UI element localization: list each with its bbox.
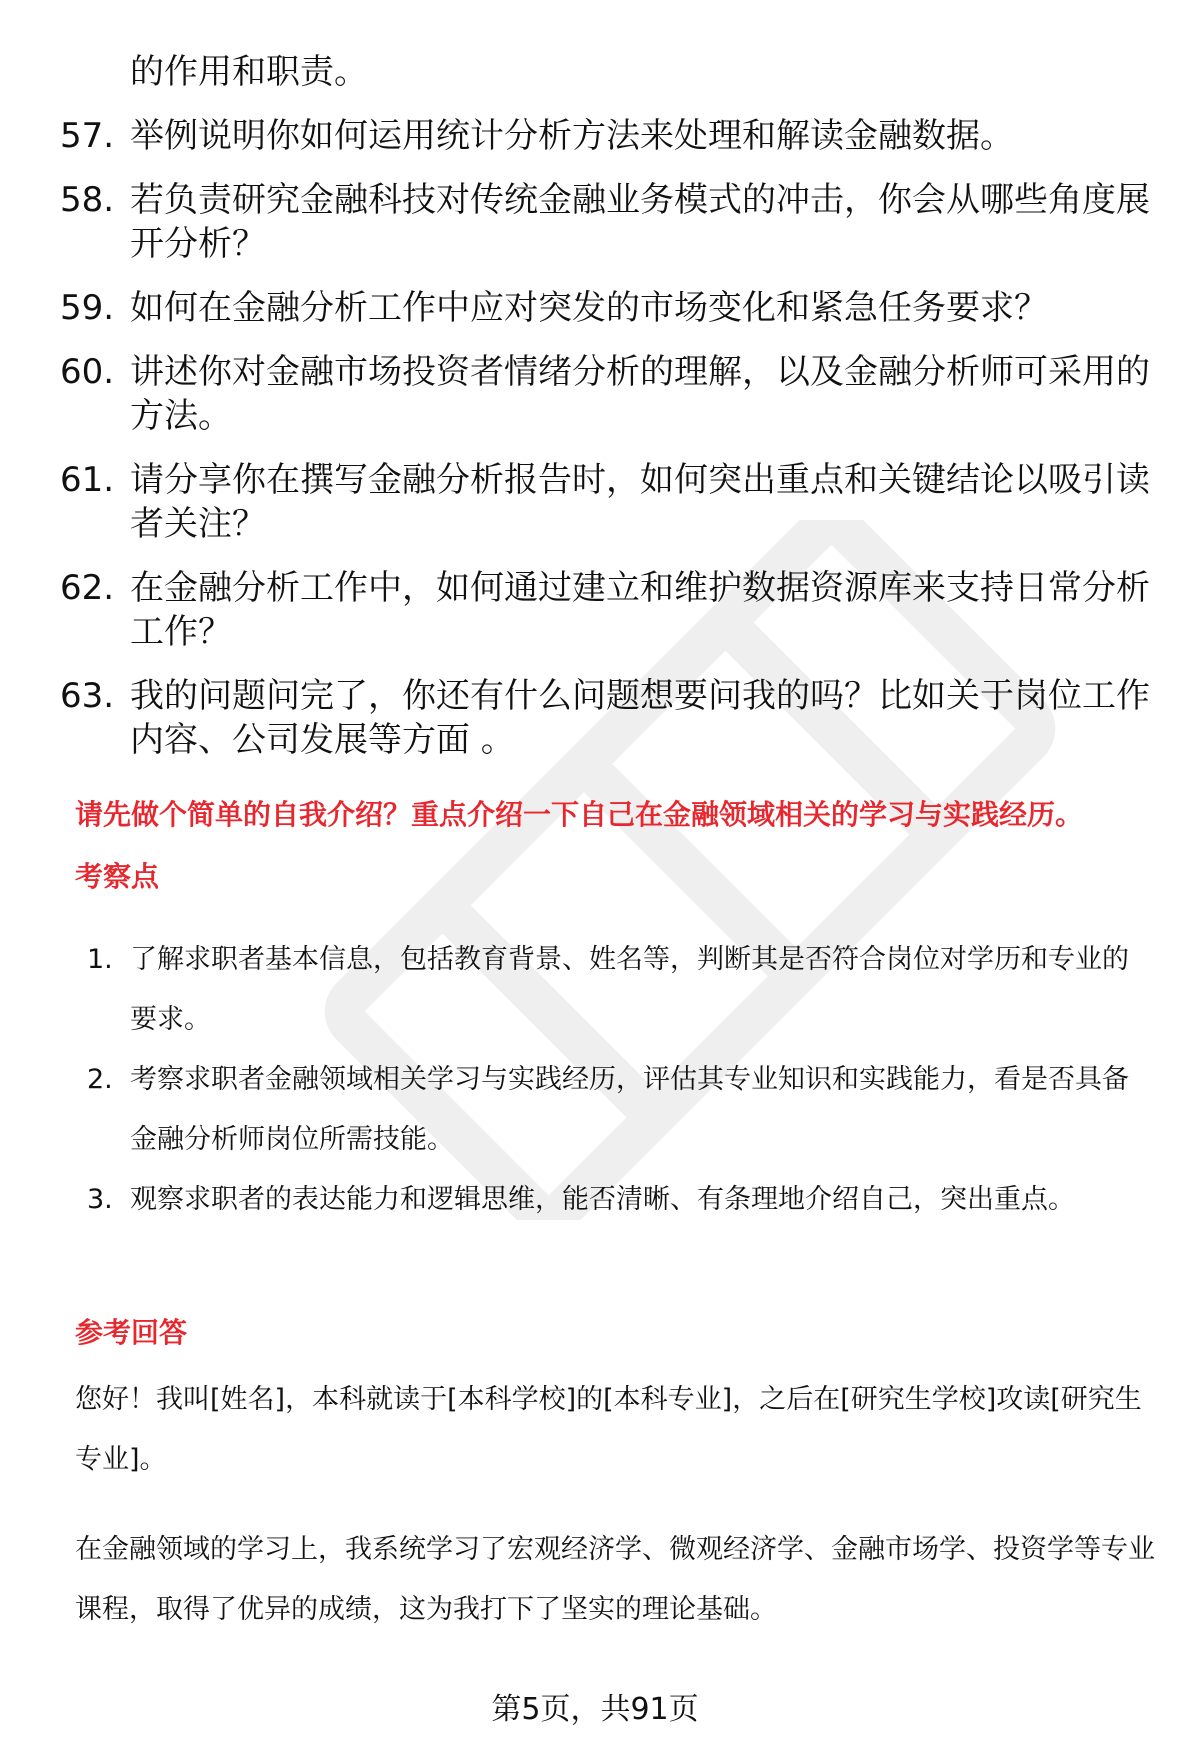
question-text: 的作用和职责。 xyxy=(130,52,368,92)
question-item xyxy=(60,566,1150,654)
answer-paragraph: 在金融领域的学习上，我系统学习了宏观经济学、微观经济学、金融市场学、投资学等专业课程，取得了优异的成绩，这为我打下了坚实的理论基础。 xyxy=(75,1534,1155,1625)
question-number: 61. xyxy=(60,460,115,500)
question-text: 讲述你对金融市场投资者情绪分析的理解，以及金融分析师可采用的方法。 xyxy=(130,352,1150,436)
question-item xyxy=(60,674,1150,762)
question-item xyxy=(60,114,1150,158)
answer-paragraph: 您好！我叫[姓名]，本科就读于[本科学校]的[本科专业]，之后在[研究生学校]攻读[研究生专业]。 xyxy=(75,1384,1142,1475)
question-list xyxy=(60,50,1150,782)
section-title-answer: 参考回答 xyxy=(75,1316,188,1349)
point-number: 2. xyxy=(87,1064,113,1095)
question-text: 我的问题问完了，你还有什么问题想要问我的吗？比如关于岗位工作内容、公司发展等方面 。 xyxy=(130,676,1150,760)
question-number: 59. xyxy=(60,288,115,328)
point-number: 3. xyxy=(87,1184,113,1215)
question-item xyxy=(60,50,1150,94)
section-title-points: 考察点 xyxy=(75,860,160,893)
point-text: 观察求职者的表达能力和逻辑思维，能否清晰、有条理地介绍自己，突出重点。 xyxy=(130,1184,1075,1215)
question-text: 若负责研究金融科技对传统金融业务模式的冲击，你会从哪些角度展开分析？ xyxy=(130,180,1150,264)
question-item xyxy=(60,458,1150,546)
point-item xyxy=(75,930,1155,1050)
point-text: 考察求职者金融领域相关学习与实践经历，评估其专业知识和实践能力，看是否具备金融分析师岗位所需技能。 xyxy=(130,1064,1129,1155)
points-list xyxy=(75,930,1155,1230)
question-number: 57. xyxy=(60,116,115,156)
question-number: 63. xyxy=(60,676,115,716)
question-text: 在金融分析工作中，如何通过建立和维护数据资源库来支持日常分析工作？ xyxy=(130,568,1150,652)
question-item xyxy=(60,286,1150,330)
point-item xyxy=(75,1170,1155,1230)
question-number: 60. xyxy=(60,352,115,392)
main-question-heading: 请先做个简单的自我介绍？重点介绍一下自己在金融领域相关的学习与实践经历。 xyxy=(75,798,1084,831)
page-footer: 第5页，共91页 xyxy=(491,1692,699,1727)
question-text: 请分享你在撰写金融分析报告时，如何突出重点和关键结论以吸引读者关注？ xyxy=(130,460,1150,544)
point-number: 1. xyxy=(87,944,113,975)
question-text: 举例说明你如何运用统计分析方法来处理和解读金融数据。 xyxy=(130,116,1014,156)
point-text: 了解求职者基本信息，包括教育背景、姓名等，判断其是否符合岗位对学历和专业的要求。 xyxy=(130,944,1129,1035)
question-number: 58. xyxy=(60,180,115,220)
question-text: 如何在金融分析工作中应对突发的市场变化和紧急任务要求？ xyxy=(130,288,1048,328)
question-item xyxy=(60,178,1150,266)
question-number: 62. xyxy=(60,568,115,608)
question-item xyxy=(60,350,1150,438)
point-item xyxy=(75,1050,1155,1170)
